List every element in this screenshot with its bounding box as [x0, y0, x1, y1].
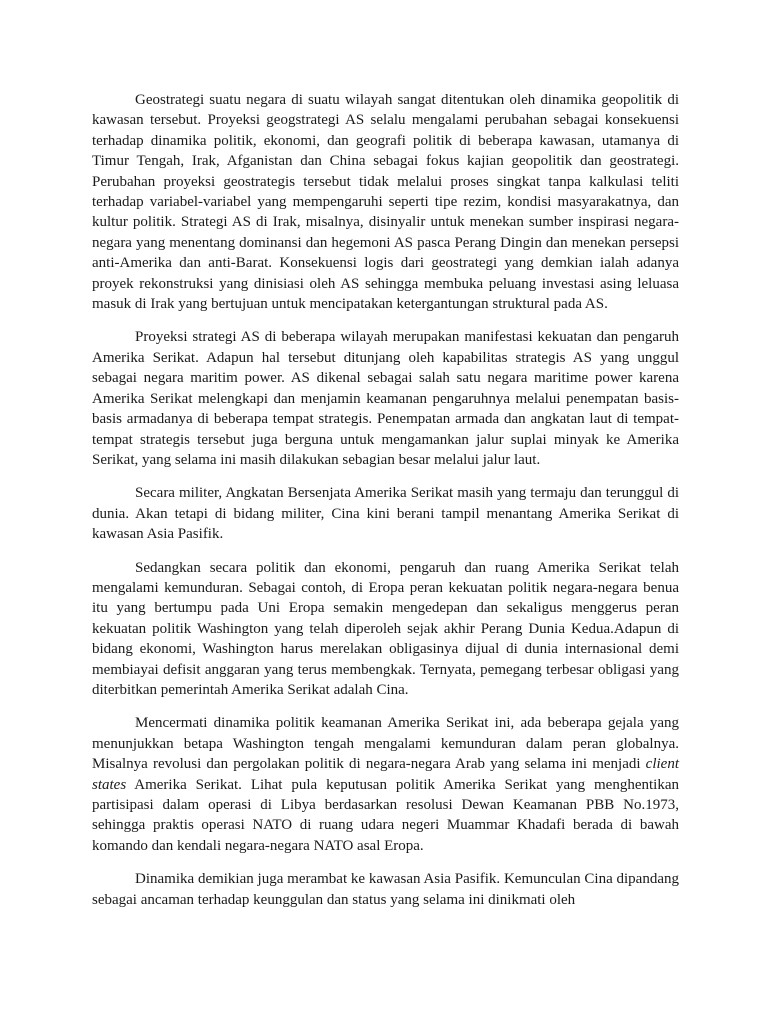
paragraph-1: Geostrategi suatu negara di suatu wilayah sangat ditentukan oleh dinamika geopolitik di kawasan tersebut. Proyeksi geogstrategi AS selalu mengalami perubahan sebagai konsekuensi terhadap dinamika politik, ekonomi, dan geografi politik di beberapa kawasan, utamanya di Timur Tengah, Irak, Afganistan dan China sebagai fokus kajian geopolitik dan geostrategi. Perubahan proyeksi geostrategis tersebut tidak melalui proses singkat tanpa kalkulasi teliti terhadap variabel-variabel yang mempengaruhi seperti tipe rezim, kondisi masyarakatnya, dan kultur politik. Strategi AS di Irak, misalnya, disinyalir untuk menekan sumber inspirasi negara-negara yang menentang dominansi dan hegemoni AS pasca Perang Dingin dan menekan persepsi anti-Amerika dan anti-Barat. Konsekuensi logis dari geostrategi yang demkian ialah adanya proyek rekonstruksi yang dinisiasi oleh AS sehingga membuka peluang investasi asing leluasa masuk di Irak yang bertujuan untuk mencipatakan ketergantungan struktural pada AS.	[92, 92, 679, 313]
paragraph-5-italic-term: client states	[92, 756, 679, 793]
paragraph-2: Proyeksi strategi AS di beberapa wilayah merupakan manifestasi kekuatan dan pengaruh Amerika Serikat. Adapun hal tersebut ditunjang oleh kapabilitas strategis AS yang unggul sebagai negara maritim power. AS dikenal sebagai salah satu negara maritime power karena Amerika Serikat melengkapi dan menjamin keamanan pengaruhnya melalui penempatan basis-basis armadanya di beberapa tempat strategis. Penempatan armada dan angkatan laut di tempat-tempat strategis tersebut juga berguna untuk mengamankan jalur suplai minyak ke Amerika Serikat, yang selama ini masih dilakukan sebagian besar melalui jalur laut.	[92, 329, 679, 468]
paragraph-6: Dinamika demikian juga merambat ke kawasan Asia Pasifik. Kemunculan Cina dipandang sebagai ancaman terhadap keunggulan dan status yang selama ini dinikmati oleh	[92, 871, 679, 908]
paragraph-5	[92, 713, 679, 856]
paragraph-4: Sedangkan secara politik dan ekonomi, pengaruh dan ruang Amerika Serikat telah mengalami kemunduran. Sebagai contoh, di Eropa peran kekuatan politik negara-negara benua itu yang bertumpu pada Uni Eropa semakin mengedepan dan sekaligus menggerus peran kekuatan politik Washington yang telah diperoleh sejak akhir Perang Dunia Kedua.Adapun di bidang ekonomi, Washington harus merelakan obligasinya dijual di dunia internasional demi membiayai defisit anggaran yang terus membengkak. Ternyata, pemegang terbesar obligasi yang diterbitkan pemerintah Amerika Serikat adalah Cina.	[92, 559, 679, 698]
document-page	[92, 90, 679, 923]
paragraph-5-text-after: Amerika Serikat. Lihat pula keputusan politik Amerika Serikat yang menghentikan partisipasi dalam operasi di Libya berdasarkan resolusi Dewan Keamanan PBB No.1973, sehingga praktis operasi NATO di ruang udara negeri Muammar Khadafi berada di bawah komando dan kendali negara-negara NATO asal Eropa.	[92, 776, 679, 854]
paragraph-3: Secara militer, Angkatan Bersenjata Amerika Serikat masih yang termaju dan terunggul di dunia. Akan tetapi di bidang militer, Cina kini berani tampil menantang Amerika Serikat di kawasan Asia Pasifik.	[92, 485, 679, 543]
paragraph-5-text-before: Mencermati dinamika politik keamanan Amerika Serikat ini, ada beberapa gejala yang menunjukkan betapa Washington tengah mengalami kemunduran dalam peran globalnya. Misalnya revolusi dan pergolakan politik di negara-negara Arab yang selama ini menjadi	[92, 715, 679, 773]
